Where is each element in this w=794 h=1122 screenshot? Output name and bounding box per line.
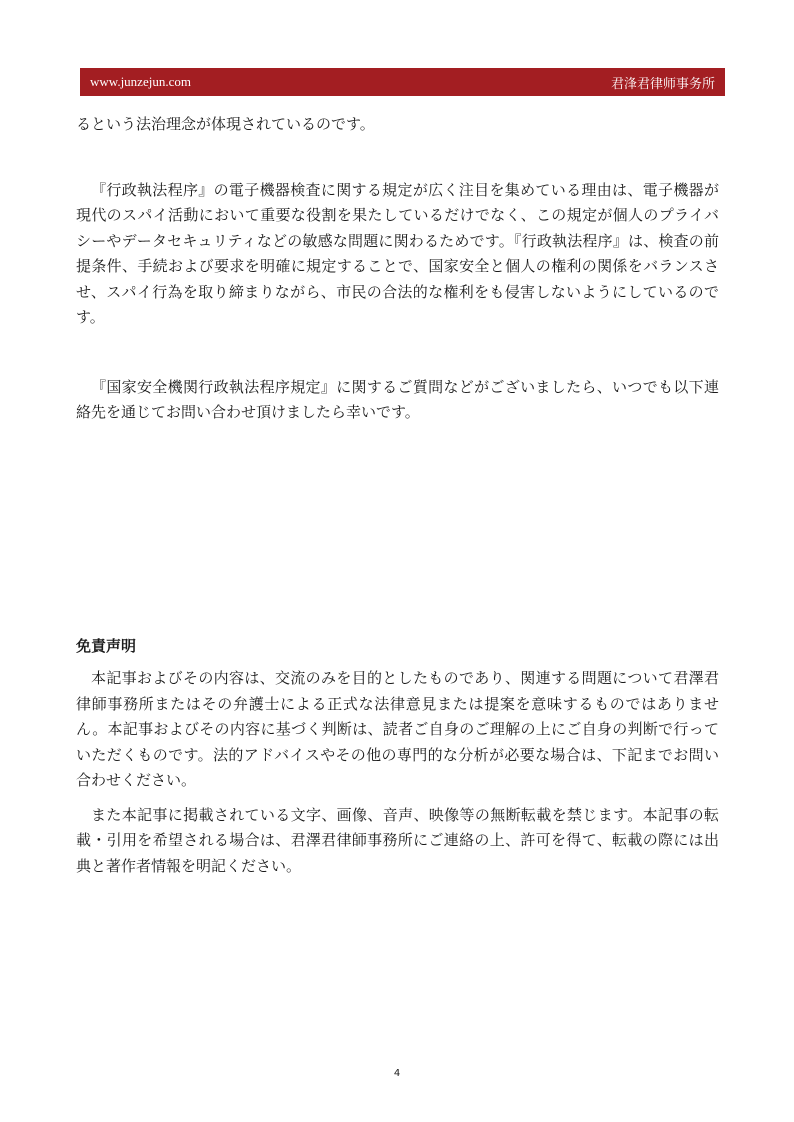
disclaimer-title: 免責声明	[76, 637, 137, 655]
main-content	[76, 112, 719, 426]
disclaimer-section	[76, 634, 719, 879]
page-number: 4	[393, 1068, 401, 1079]
header-url: www.junzejun.com	[90, 74, 191, 89]
body-paragraph-electronic-inspection: 『行政執法程序』の電子機器検査に関する規定が広く注目を集めている理由は、電子機器が現代のスパイ活動において重要な役割を果たしているだけでなく、この規定が個人のプライバシーやデータセキュリティなどの敏感な問題に関わるためです。『行政執法程序』は、検査の前提条件、手続および要求を明確に規定することで、国家安全と個人の権利の関係をバランスさせ、スパイ行為を取り締まりながら、市民の合法的な権利をも侵害しないようにしているのです。	[76, 180, 719, 326]
body-paragraph-continued: るという法治理念が体現されているのです。	[76, 115, 375, 133]
header-bar	[80, 68, 725, 96]
disclaimer-paragraph-reproduction: また本記事に掲載されている文字、画像、音声、映像等の無断転載を禁じます。本記事の転載・引用を希望される場合は、君澤君律師事務所にご連絡の上、許可を得て、転載の際には出典と著作者情報を明記ください。	[76, 805, 719, 875]
header-firm-name: 君浲君律师事务所	[610, 76, 715, 92]
disclaimer-paragraph-purpose: 本記事およびその内容は、交流のみを目的としたものであり、関連する問題について君澤君律師事務所またはその弁護士による正式な法律意見または提案を意味するものではありません。本記事およびその内容に基づく判断は、読者ご自身のご理解の上にご自身の判断で行っていただくものです。法的アドバイスやその他の専門的な分析が必要な場合は、下記までお問い合わせください。	[76, 669, 719, 789]
body-paragraph-contact: 『国家安全機関行政執法程序規定』に関するご質問などがございましたら、いつでも以下連絡先を通じてお問い合わせ頂けましたら幸いです。	[76, 377, 719, 421]
